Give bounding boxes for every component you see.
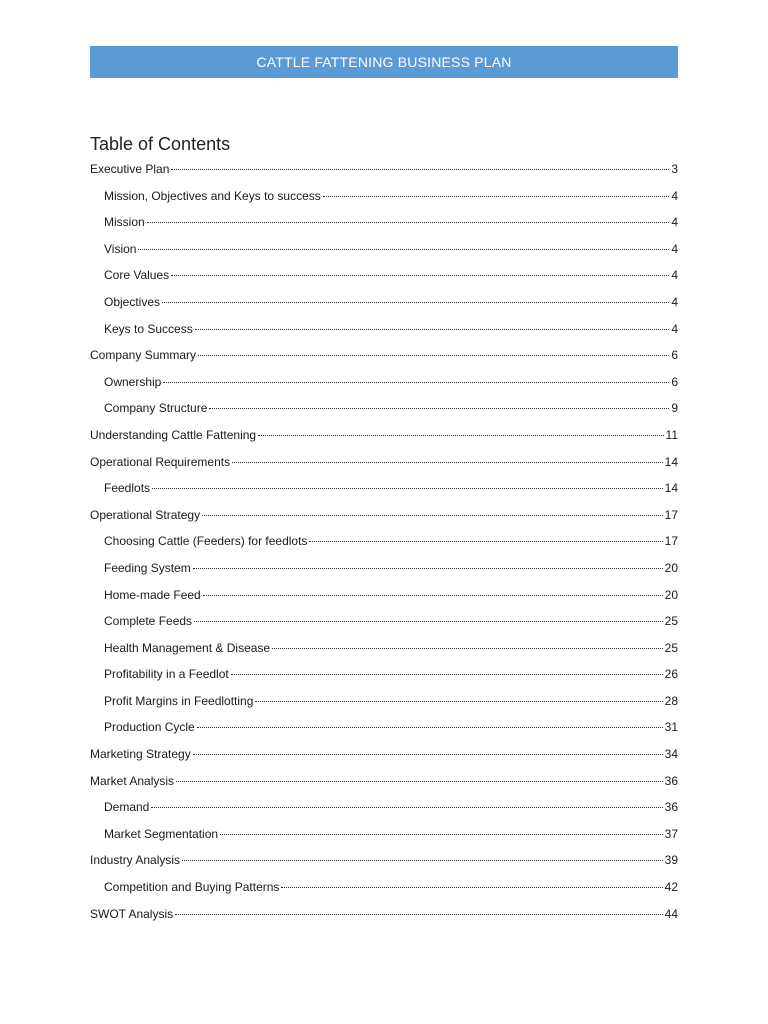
toc-entry[interactable] (90, 449, 678, 476)
toc-entry-page-number: 4 (671, 321, 678, 336)
toc-entry[interactable] (90, 342, 678, 369)
toc-entry-page-number: 11 (665, 427, 678, 442)
toc-entry-page-number: 20 (664, 560, 678, 575)
toc-entry-page-number: 31 (664, 720, 678, 735)
toc-entry[interactable] (90, 422, 678, 449)
toc-dot-leader (182, 860, 663, 861)
toc-entry-page-number: 9 (671, 401, 678, 416)
toc-entry[interactable] (90, 874, 678, 901)
toc-entry-page-number: 6 (671, 348, 678, 363)
toc-entry[interactable] (90, 608, 678, 635)
toc-entry[interactable] (90, 821, 678, 848)
toc-dot-leader (194, 621, 663, 622)
toc-entry[interactable] (90, 714, 678, 741)
toc-dot-leader (231, 674, 663, 675)
toc-entry[interactable] (90, 236, 678, 263)
toc-entry-page-number: 25 (664, 640, 678, 655)
toc-entry-label: Demand (104, 800, 150, 815)
toc-entry-page-number: 4 (671, 188, 678, 203)
toc-entry[interactable] (90, 475, 678, 502)
toc-dot-leader (138, 249, 669, 250)
toc-entry[interactable] (90, 661, 678, 688)
toc-dot-leader (202, 515, 663, 516)
toc-dot-leader (209, 408, 669, 409)
toc-heading: Table of Contents (90, 134, 231, 154)
toc-entry-page-number: 17 (664, 534, 678, 549)
toc-entry[interactable] (90, 395, 678, 422)
toc-dot-leader (151, 807, 662, 808)
toc-entry-label: Understanding Cattle Fattening (90, 427, 257, 442)
toc-entry[interactable] (90, 847, 678, 874)
toc-entry[interactable] (90, 741, 678, 768)
toc-entry-label: Company Summary (90, 348, 197, 363)
toc-dot-leader (203, 595, 663, 596)
toc-dot-leader (171, 169, 669, 170)
toc-dot-leader (195, 329, 670, 330)
toc-dot-leader (193, 754, 663, 755)
toc-entry-page-number: 39 (664, 853, 678, 868)
toc-entry[interactable] (90, 183, 678, 210)
toc-dot-leader (193, 568, 663, 569)
toc-entry-label: Marketing Strategy (90, 747, 191, 762)
toc-entry[interactable] (90, 582, 678, 609)
toc-entry[interactable] (90, 794, 678, 821)
toc-entry[interactable] (90, 635, 678, 662)
toc-entry[interactable] (90, 156, 678, 183)
toc-dot-leader (147, 222, 670, 223)
toc-entry-label: Competition and Buying Patterns (104, 880, 280, 895)
toc-dot-leader (198, 355, 669, 356)
toc-entry-page-number: 4 (671, 268, 678, 283)
toc-dot-leader (309, 541, 662, 542)
toc-entry-page-number: 36 (664, 773, 678, 788)
toc-entry-label: Mission (104, 215, 145, 230)
document-title: CATTLE FATTENING BUSINESS PLAN (256, 54, 512, 70)
toc-entry-page-number: 37 (664, 826, 678, 841)
toc-entry[interactable] (90, 369, 678, 396)
toc-entry-label: Operational Requirements (90, 454, 231, 469)
toc-dot-leader (171, 275, 669, 276)
toc-dot-leader (281, 887, 662, 888)
toc-entry-label: Choosing Cattle (Feeders) for feedlots (104, 534, 308, 549)
toc-dot-leader (220, 834, 663, 835)
toc-dot-leader (323, 196, 670, 197)
toc-entry[interactable] (90, 688, 678, 715)
toc-entry-label: Feeding System (104, 560, 191, 575)
toc-dot-leader (255, 701, 662, 702)
toc-dot-leader (258, 435, 663, 436)
toc-entry-label: SWOT Analysis (90, 906, 174, 921)
toc-entry-page-number: 4 (671, 241, 678, 256)
toc-entry[interactable] (90, 901, 678, 928)
toc-entry-page-number: 6 (671, 374, 678, 389)
toc-entry-label: Objectives (104, 294, 161, 309)
toc-dot-leader (163, 382, 669, 383)
toc-entry-page-number: 4 (671, 294, 678, 309)
toc-entry-label: Home-made Feed (104, 587, 201, 602)
toc-entry-label: Market Segmentation (104, 826, 219, 841)
toc-entry-page-number: 25 (664, 614, 678, 629)
toc-entry-label: Profit Margins in Feedlotting (104, 693, 254, 708)
toc-entry[interactable] (90, 289, 678, 316)
toc-entry[interactable] (90, 209, 678, 236)
toc-entry-label: Operational Strategy (90, 507, 201, 522)
toc-entry-page-number: 42 (664, 880, 678, 895)
toc-entry-label: Keys to Success (104, 321, 193, 336)
toc-dot-leader (197, 727, 663, 728)
toc-dot-leader (175, 914, 663, 915)
toc-entry-page-number: 14 (664, 454, 678, 469)
toc-dot-leader (162, 302, 669, 303)
toc-entry-label: Mission, Objectives and Keys to success (104, 188, 321, 203)
toc-entry-page-number: 17 (664, 507, 678, 522)
toc-entry-page-number: 4 (671, 215, 678, 230)
toc-entry-label: Company Structure (104, 401, 208, 416)
toc-entry-page-number: 28 (664, 693, 678, 708)
toc-entry-label: Industry Analysis (90, 853, 181, 868)
toc-entry-label: Health Management & Disease (104, 640, 271, 655)
toc-entry-page-number: 14 (664, 481, 678, 496)
toc-dot-leader (176, 781, 663, 782)
toc-entry[interactable] (90, 316, 678, 343)
toc-entry-page-number: 44 (664, 906, 678, 921)
toc-entry-page-number: 36 (664, 800, 678, 815)
toc-entry-page-number: 34 (664, 747, 678, 762)
toc-entry-label: Feedlots (104, 481, 151, 496)
document-header-bar (90, 46, 678, 78)
toc-entry-label: Complete Feeds (104, 614, 193, 629)
toc-entry-page-number: 26 (664, 667, 678, 682)
toc-entry-label: Core Values (104, 268, 170, 283)
table-of-contents (90, 156, 678, 927)
toc-entry[interactable] (90, 768, 678, 795)
toc-entry-page-number: 20 (664, 587, 678, 602)
toc-entry[interactable] (90, 528, 678, 555)
toc-entry[interactable] (90, 555, 678, 582)
toc-dot-leader (232, 462, 663, 463)
toc-entry-label: Ownership (104, 374, 162, 389)
toc-entry[interactable] (90, 262, 678, 289)
toc-entry-label: Production Cycle (104, 720, 195, 735)
toc-dot-leader (272, 648, 663, 649)
toc-entry[interactable] (90, 502, 678, 529)
toc-dot-leader (152, 488, 663, 489)
toc-entry-label: Market Analysis (90, 773, 175, 788)
toc-entry-label: Executive Plan (90, 162, 170, 176)
toc-entry-page-number: 3 (671, 162, 678, 176)
toc-entry-label: Vision (104, 241, 137, 256)
toc-entry-label: Profitability in a Feedlot (104, 667, 229, 682)
